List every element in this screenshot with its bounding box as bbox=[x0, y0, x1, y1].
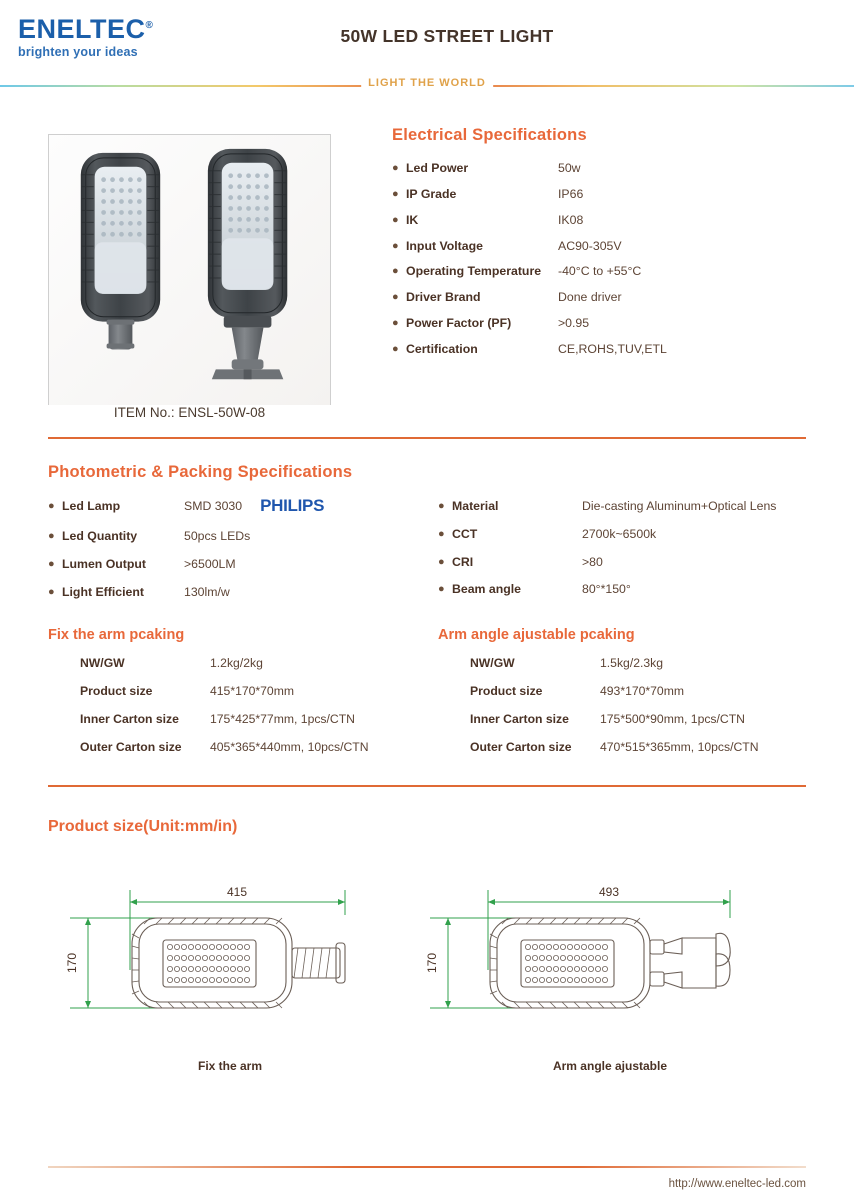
spec-label: IK bbox=[406, 212, 419, 227]
logo-tagline: brighten your ideas bbox=[18, 45, 138, 59]
packing-heading: Fix the arm pcaking bbox=[48, 627, 185, 643]
row-label: Inner Carton size bbox=[80, 712, 179, 726]
drawing-adjustable-arm bbox=[420, 860, 800, 1073]
bullet-icon: ● bbox=[392, 291, 399, 304]
bullet-icon: ● bbox=[48, 585, 55, 598]
electrical-specifications bbox=[392, 126, 822, 368]
drawing-caption: Fix the arm bbox=[197, 1059, 263, 1073]
table-row bbox=[438, 656, 838, 670]
dim-height-label: 170 bbox=[425, 952, 439, 974]
spec-value: AC90-305V bbox=[558, 238, 622, 253]
row-label: Product size bbox=[470, 684, 543, 698]
spec-label: Driver Brand bbox=[406, 290, 481, 305]
lamp-adjustable-arm bbox=[208, 149, 287, 379]
row-value: 1.2kg/2kg bbox=[210, 656, 263, 670]
packing-table-adjustable-arm bbox=[438, 627, 838, 768]
tagline-text: LIGHT THE WORLD bbox=[361, 77, 493, 89]
bullet-icon: ● bbox=[438, 555, 445, 568]
spec-value: Done driver bbox=[558, 290, 622, 305]
drawing-caption: Arm angle ajustable bbox=[552, 1059, 668, 1073]
spec-label: Certification bbox=[406, 342, 478, 357]
bullet-icon: ● bbox=[392, 317, 399, 330]
spec-value: >6500LM bbox=[184, 556, 236, 571]
dim-width-label: 415 bbox=[226, 885, 248, 899]
philips-logo: PHILIPS bbox=[260, 496, 325, 515]
bullet-icon: ● bbox=[438, 527, 445, 540]
bullet-icon: ● bbox=[48, 557, 55, 570]
photometric-left-column bbox=[48, 496, 438, 612]
product-photo-frame bbox=[48, 134, 331, 419]
spec-row bbox=[48, 585, 438, 600]
spec-row bbox=[392, 213, 822, 228]
row-label: NW/GW bbox=[470, 656, 515, 670]
table-row bbox=[438, 684, 838, 698]
spec-value: >80 bbox=[582, 554, 603, 569]
spec-row bbox=[438, 527, 838, 542]
lamp-fixed-arm bbox=[81, 153, 160, 350]
row-label: Outer Carton size bbox=[470, 740, 572, 754]
bullet-icon: ● bbox=[48, 500, 55, 512]
spec-row bbox=[48, 496, 438, 516]
spec-label: Power Factor (PF) bbox=[406, 316, 512, 331]
spec-value: 50pcs LEDs bbox=[184, 529, 251, 543]
dim-width-label: 493 bbox=[598, 885, 620, 899]
spec-row bbox=[392, 239, 822, 254]
spec-label: Input Voltage bbox=[406, 238, 483, 253]
spec-label: Operating Temperature bbox=[406, 264, 542, 279]
logo-word-text: ENELTEC bbox=[18, 14, 146, 44]
spec-row bbox=[392, 316, 822, 331]
table-row bbox=[48, 740, 448, 754]
item-number-text: ITEM No.: ENSL-50W-08 bbox=[110, 405, 269, 420]
row-value: 470*515*365mm, 10pcs/CTN bbox=[600, 740, 759, 754]
bullet-icon: ● bbox=[438, 500, 445, 512]
product-size-heading: Product size(Unit:mm/in) bbox=[48, 818, 238, 835]
row-value: 175*500*90mm, 1pcs/CTN bbox=[600, 712, 745, 726]
spec-row bbox=[392, 264, 822, 279]
overview-section bbox=[0, 98, 854, 428]
photometric-right-column bbox=[438, 499, 838, 610]
spec-row bbox=[48, 557, 438, 572]
row-value: 405*365*440mm, 10pcs/CTN bbox=[210, 740, 369, 754]
registered-trademark-icon: ® bbox=[145, 20, 154, 31]
packing-heading: Arm angle ajustable pcaking bbox=[438, 627, 635, 643]
spec-label: CCT bbox=[452, 526, 478, 541]
spec-label: Material bbox=[452, 499, 499, 513]
spec-label: IP Grade bbox=[406, 186, 457, 201]
spec-row bbox=[392, 161, 822, 176]
row-label: Product size bbox=[80, 684, 153, 698]
bullet-icon: ● bbox=[392, 162, 399, 174]
spec-label: Led Power bbox=[406, 161, 469, 175]
spec-row bbox=[392, 342, 822, 357]
table-row bbox=[438, 712, 838, 726]
dim-height-label: 170 bbox=[65, 952, 79, 974]
table-row bbox=[438, 740, 838, 754]
bullet-icon: ● bbox=[438, 583, 445, 596]
bullet-icon: ● bbox=[392, 343, 399, 356]
spec-label: Beam angle bbox=[452, 582, 522, 597]
bullet-icon: ● bbox=[392, 213, 399, 226]
spec-value: IP66 bbox=[558, 186, 584, 201]
spec-row bbox=[392, 187, 822, 202]
spec-value: CE,ROHS,TUV,ETL bbox=[558, 342, 667, 357]
packing-table-fixed-arm bbox=[48, 627, 448, 768]
row-value: 493*170*70mm bbox=[600, 684, 685, 698]
table-row bbox=[48, 684, 448, 698]
row-value: 175*425*77mm, 1pcs/CTN bbox=[210, 712, 355, 726]
spec-value: 130lm/w bbox=[184, 584, 230, 599]
dimension-drawing-1 bbox=[40, 860, 420, 1050]
spec-row bbox=[438, 555, 838, 570]
spec-label: Lumen Output bbox=[62, 556, 147, 571]
website-url[interactable]: http://www.eneltec-led.com bbox=[668, 1178, 806, 1190]
tagline-divider bbox=[0, 74, 854, 98]
table-row bbox=[48, 656, 448, 670]
product-photo bbox=[49, 135, 330, 418]
row-value: 415*170*70mm bbox=[210, 684, 295, 698]
footer-divider bbox=[48, 1166, 806, 1168]
spec-label: Led Lamp bbox=[62, 499, 121, 513]
spec-row bbox=[438, 499, 838, 514]
spec-value: Die-casting Aluminum+Optical Lens bbox=[582, 499, 777, 513]
spec-label: CRI bbox=[452, 554, 474, 569]
page-header bbox=[0, 0, 854, 70]
table-row bbox=[48, 712, 448, 726]
spec-label: Light Efficient bbox=[62, 584, 144, 599]
bullet-icon: ● bbox=[48, 530, 55, 542]
bullet-icon: ● bbox=[392, 265, 399, 278]
spec-label: Led Quantity bbox=[62, 529, 138, 543]
spec-value: 80°*150° bbox=[582, 582, 631, 597]
row-label: Outer Carton size bbox=[80, 740, 182, 754]
row-label: NW/GW bbox=[80, 656, 125, 670]
page-title: 50W LED STREET LIGHT bbox=[340, 26, 554, 46]
spec-value: 2700k~6500k bbox=[582, 526, 657, 541]
spec-row bbox=[392, 290, 822, 305]
dimension-drawing-2 bbox=[420, 860, 800, 1050]
bullet-icon: ● bbox=[392, 187, 399, 200]
spec-row bbox=[438, 582, 838, 597]
spec-value: IK08 bbox=[558, 212, 584, 227]
section-divider-1 bbox=[48, 437, 806, 439]
electrical-heading: Electrical Specifications bbox=[392, 126, 587, 144]
photometric-heading: Photometric & Packing Specifications bbox=[48, 463, 353, 481]
item-number bbox=[48, 405, 331, 420]
drawing-fixed-arm bbox=[40, 860, 420, 1073]
bullet-icon: ● bbox=[392, 239, 399, 252]
spec-row bbox=[48, 529, 438, 544]
spec-value: SMD 3030 bbox=[184, 499, 243, 513]
spec-value: 50w bbox=[558, 161, 581, 175]
row-value: 1.5kg/2.3kg bbox=[600, 656, 664, 670]
section-divider-2 bbox=[48, 785, 806, 787]
spec-value: -40°C to +55°C bbox=[558, 264, 642, 279]
spec-value: >0.95 bbox=[558, 316, 590, 331]
row-label: Inner Carton size bbox=[470, 712, 569, 726]
